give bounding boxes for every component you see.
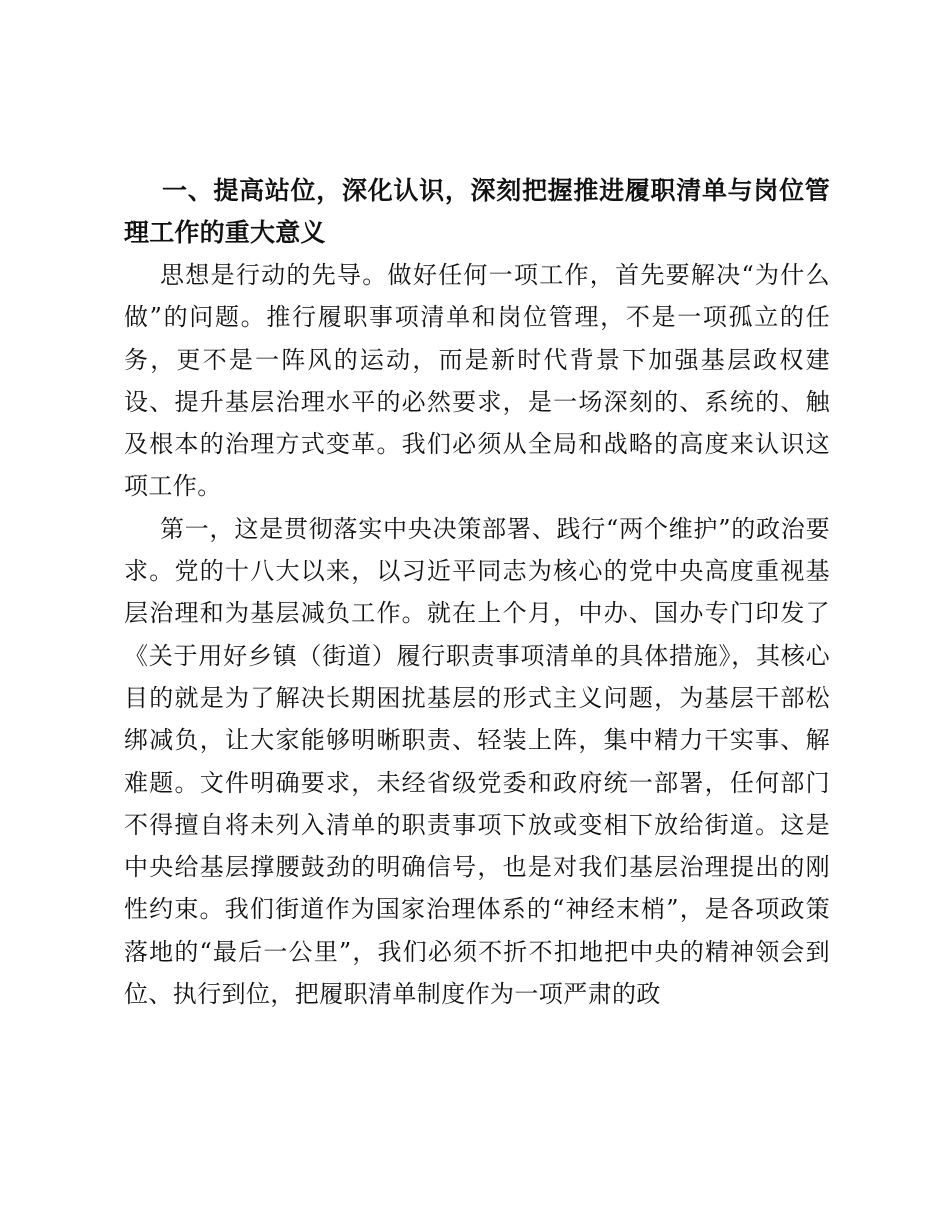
paragraph-1: 思想是行动的先导。做好任何一项工作，首先要解决“为什么做”的问题。推行履职事项清单和岗位管理，不是一项孤立的任务，更不是一阵风的运动，而是新时代背景下加强基层政权建设、提升基层治理水平的必然要求，是一场深刻的、系统的、触及根本的治理方式变革。我们必须从全局和战略的高度来认识这项工作。 <box>124 261 830 501</box>
paragraph-2: 第一，这是贯彻落实中央决策部署、践行“两个维护”的政治要求。党的十八大以来，以习近平同志为核心的党中央高度重视基层治理和为基层减负工作。就在上个月，中办、国办专门印发了《关于用好乡镇（街道）履行职责事项清单的具体措施》，其核心目的就是为了解决长期困扰基层的形式主义问题，为基层干部松绑减负，让大家能够明晰职责、轻装上阵，集中精力干实事、解难题。文件明确要求，未经省级党委和政府统一部署，任何部门不得擅自将未列入清单的职责事项下放或变相下放给街道。这是中央给基层撑腰鼓劲的明确信号，也是对我们基层治理提出的刚性约束。我们街道作为国家治理体系的“神经末梢”，是各项政策落地的“最后一公里”，我们必须不折不扣地把中央的精神领会到位、执行到位，把履职清单制度作为一项严肃的政 <box>124 514 830 1009</box>
document-body <box>124 170 830 1015</box>
section-heading: 一、提高站位，深化认识，深刻把握推进履职清单与岗位管理工作的重大意义 <box>124 176 830 247</box>
